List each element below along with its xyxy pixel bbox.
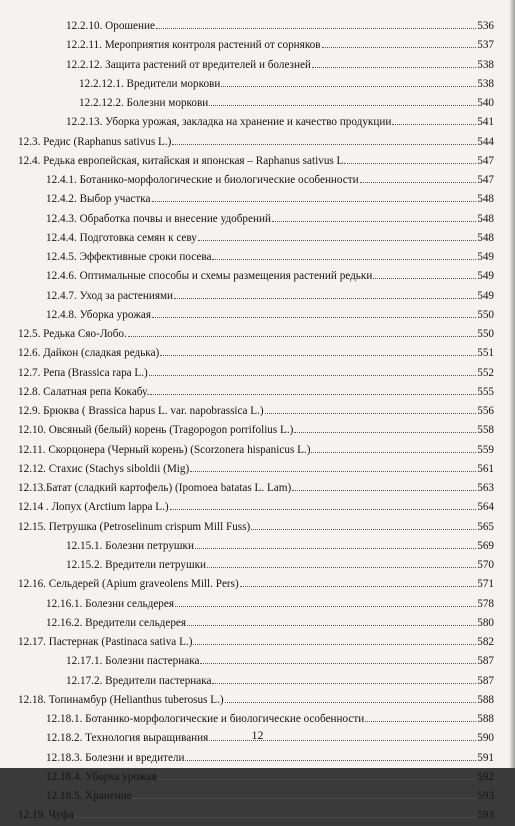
toc-entry xyxy=(18,171,494,190)
page-edge-shadow xyxy=(509,0,515,768)
toc-entry-page: 578 xyxy=(477,597,494,610)
toc-entry-title: 12.15.1. Болезни петрушки xyxy=(66,539,194,552)
toc-entry xyxy=(18,421,494,440)
dot-leader xyxy=(190,471,476,472)
toc-entry xyxy=(18,248,494,267)
toc-entry xyxy=(18,364,494,383)
toc-entry-title: 12.10. Овсяный (белый) корень (Tragopogon porrifolius L.) xyxy=(18,424,294,437)
toc-entry-page: 569 xyxy=(477,539,494,552)
toc-entry-page: 580 xyxy=(477,616,494,629)
dot-leader xyxy=(200,663,476,664)
toc-entry xyxy=(18,229,494,248)
toc-entry-title: 12.18.5. Хранение xyxy=(46,790,132,802)
toc-entry xyxy=(18,537,494,556)
toc-entry-page: 551 xyxy=(477,347,494,360)
dot-leader xyxy=(225,702,477,703)
toc-entry-title: 12.2.13. Уборка урожая, закладка на хранение и качество продукции xyxy=(66,116,392,129)
dot-leader xyxy=(294,432,476,433)
toc-entry-page: 561 xyxy=(477,462,494,475)
toc-entry-page: 549 xyxy=(477,270,494,283)
dot-leader xyxy=(174,298,476,299)
toc-entry-page: 556 xyxy=(477,405,494,417)
toc-entry-page: 591 xyxy=(477,751,494,764)
toc-entry xyxy=(18,460,494,479)
toc-entry-page: 587 xyxy=(477,674,494,687)
toc-entry-page: 548 xyxy=(477,212,494,225)
toc-entry-title: 12.16.1. Болезни сельдерея xyxy=(46,597,175,610)
dot-leader xyxy=(185,760,476,761)
dot-leader xyxy=(133,798,477,799)
dot-leader xyxy=(150,394,476,395)
toc-entry xyxy=(18,672,494,691)
toc-entry-page: 547 xyxy=(477,154,494,167)
toc-entry-title: 12.4.6. Оптимальные способы и схемы размещения растений редьки xyxy=(46,270,373,283)
dot-leader xyxy=(212,259,476,260)
toc-entry-page: 552 xyxy=(477,366,494,379)
dot-leader xyxy=(212,683,476,684)
toc-entry-title: 12.5. Редька Сяо-Лобо. xyxy=(18,328,127,340)
toc-entry-page: 548 xyxy=(477,231,494,244)
toc-entry-page: 593 xyxy=(477,790,494,802)
toc-entry xyxy=(18,306,494,325)
toc-entry xyxy=(18,113,494,132)
dot-leader xyxy=(158,779,477,780)
toc-entry-title: 12.4. Редька европейская, китайская и японская – Raphanus sativus L. xyxy=(18,154,347,167)
dot-leader xyxy=(160,355,476,356)
toc-entry-title: 12.18.4. Уборка урожая xyxy=(46,770,157,783)
toc-entry-title: 12.4.2. Выбор участка xyxy=(46,193,151,206)
toc-entry-title: 12.19. Чуфа xyxy=(18,809,74,822)
toc-entry-page: 565 xyxy=(477,520,494,533)
dot-leader xyxy=(198,240,476,241)
toc-entry-title: 12.4.8. Уборка урожая xyxy=(46,308,152,321)
toc-entry-page: 558 xyxy=(477,424,494,437)
toc-entry-title: 12.4.1. Ботанико-морфологические и биологические особенности xyxy=(46,174,359,186)
toc-entry-page: 593 xyxy=(477,809,494,822)
toc-entry-page: 571 xyxy=(477,578,494,591)
toc-entry-title: 12.3. Редис (Raphanus sativus L.) xyxy=(18,135,172,148)
toc-entry xyxy=(18,133,494,152)
toc-entry-title: 12.15.2. Вредители петрушки xyxy=(66,559,206,571)
table-of-contents xyxy=(18,17,494,826)
dot-leader xyxy=(152,317,476,318)
dot-leader xyxy=(360,182,477,183)
toc-entry-title: 12.17.1. Болезни пастернака xyxy=(66,655,200,668)
toc-entry-page: 537 xyxy=(477,39,494,52)
dot-leader xyxy=(322,47,477,48)
toc-entry-title: 12.17. Пастернак (Pastinaca sativa L.) xyxy=(18,636,193,648)
dot-leader xyxy=(365,721,476,722)
toc-entry-title: 12.18.2. Технология выращивания xyxy=(46,732,209,745)
dot-leader xyxy=(209,105,476,106)
toc-entry-page: 587 xyxy=(477,655,494,668)
toc-entry-page: 549 xyxy=(477,251,494,263)
toc-entry-title: 12.2.12.1. Вредители моркови xyxy=(79,77,221,90)
toc-entry xyxy=(18,652,494,671)
dot-leader xyxy=(193,644,476,645)
toc-entry xyxy=(18,787,494,806)
toc-entry xyxy=(18,691,494,710)
toc-entry-title: 12.4.5. Эффективные сроки посева xyxy=(46,251,212,263)
toc-entry-page: 592 xyxy=(477,770,494,783)
toc-entry-page: 541 xyxy=(477,116,494,129)
toc-entry-page: 588 xyxy=(477,713,494,725)
toc-entry-title: 12.18.1. Ботанико-морфологические и биологические особенности xyxy=(46,713,365,725)
dot-leader xyxy=(373,278,476,279)
toc-entry-title: 12.2.11. Мероприятия контроля растений от сорняков xyxy=(66,39,321,52)
toc-entry xyxy=(18,749,494,768)
toc-entry-title: 12.2.12. Защита растений от вредителей и болезней xyxy=(66,58,311,71)
toc-entry-page: 559 xyxy=(477,443,494,456)
dot-leader xyxy=(170,509,477,510)
toc-entry xyxy=(18,710,494,729)
dot-leader xyxy=(311,452,476,453)
toc-entry xyxy=(18,267,494,286)
toc-entry-title: 12.4.7. Уход за растениями xyxy=(46,289,174,302)
dot-leader xyxy=(221,86,476,87)
toc-entry-title: 12.17.2. Вредители пастернака xyxy=(66,674,212,687)
toc-entry-page: 582 xyxy=(477,636,494,648)
toc-entry-page: 588 xyxy=(477,693,494,706)
toc-entry xyxy=(18,94,494,113)
dot-leader xyxy=(207,567,476,568)
dot-leader xyxy=(172,144,476,145)
toc-entry-title: 12.9. Брюква ( Brassica hapus L. var. napobrassica L.) xyxy=(18,405,264,417)
toc-entry-title: 12.16. Сельдерей (Apium graveolens Mill. Pers) xyxy=(18,578,239,591)
toc-entry xyxy=(18,325,494,344)
toc-entry-page: 555 xyxy=(477,385,494,398)
toc-entry xyxy=(18,152,494,171)
dot-leader xyxy=(149,375,476,376)
toc-entry-page: 540 xyxy=(477,97,494,109)
toc-entry-page: 538 xyxy=(477,77,494,90)
toc-entry xyxy=(18,595,494,614)
toc-entry-title: 12.4.3. Обработка почвы и внесение удобрений xyxy=(46,212,271,225)
dot-leader xyxy=(75,817,477,818)
toc-entry xyxy=(18,17,494,36)
toc-entry-title: 12.2.10. Орошение xyxy=(66,20,155,32)
toc-entry xyxy=(18,383,494,402)
toc-entry xyxy=(18,575,494,594)
toc-entry xyxy=(18,633,494,652)
toc-entry-page: 550 xyxy=(477,308,494,321)
dot-leader xyxy=(347,163,476,164)
toc-entry-title: 12.18. Топинамбур (Helianthus tuberosus L.) xyxy=(18,693,224,706)
toc-entry-title: 12.2.12.2. Болезни моркови xyxy=(79,97,209,109)
toc-entry xyxy=(18,556,494,575)
toc-entry-page: 590 xyxy=(477,732,494,745)
dot-leader xyxy=(152,201,477,202)
dot-leader xyxy=(292,490,476,491)
page-number: 12 xyxy=(251,728,264,742)
toc-entry xyxy=(18,498,494,517)
dot-leader xyxy=(187,625,476,626)
toc-entry xyxy=(18,210,494,229)
toc-entry xyxy=(18,287,494,306)
toc-entry-title: 12.11. Скорцонера (Черный корень) (Scorzonera hispanicus L.) xyxy=(18,443,311,456)
dot-leader xyxy=(175,606,476,607)
toc-entry-title: 12.18.3. Болезни и вредители xyxy=(46,751,185,764)
toc-entry-page: 544 xyxy=(477,135,494,148)
toc-entry-title: 12.14 . Лопух (Arctium lappa L.) xyxy=(18,501,169,514)
dot-leader xyxy=(128,336,476,337)
toc-entry-page: 548 xyxy=(477,193,494,206)
toc-entry xyxy=(18,36,494,55)
toc-entry xyxy=(18,614,494,633)
toc-entry-page: 550 xyxy=(477,328,494,340)
toc-entry-page: 564 xyxy=(477,501,494,514)
toc-entry-page: 547 xyxy=(477,174,494,186)
toc-entry xyxy=(18,344,494,363)
toc-entry-page: 538 xyxy=(477,58,494,71)
toc-entry xyxy=(18,479,494,498)
toc-entry-title: 12.13.Батат (сладкий картофель) (Ipomoea batatas L. Lam) xyxy=(18,482,292,494)
toc-entry-page: 549 xyxy=(477,289,494,302)
toc-entry-title: 12.6. Дайкон (сладкая редька) xyxy=(18,347,160,360)
dot-leader xyxy=(251,529,476,530)
dot-leader xyxy=(312,67,476,68)
toc-entry-title: 12.7. Репа (Brassica rapa L.) xyxy=(18,366,148,379)
dot-leader xyxy=(265,413,477,414)
toc-entry-title: 12.12. Стахис (Stachys siboldii (Mig) xyxy=(18,462,190,475)
toc-entry xyxy=(18,190,494,209)
dot-leader xyxy=(240,586,476,587)
toc-entry-page: 536 xyxy=(477,20,494,32)
toc-entry-title: 12.15. Петрушка (Petroselinum crispum Mill Fuss) xyxy=(18,520,251,533)
dot-leader xyxy=(156,28,476,29)
toc-entry xyxy=(18,806,494,825)
toc-entry-title: 12.8. Салатная репа Кокабу. xyxy=(18,385,150,398)
toc-entry xyxy=(18,441,494,460)
toc-entry-page: 570 xyxy=(477,559,494,571)
toc-entry xyxy=(18,402,494,421)
toc-entry xyxy=(18,518,494,537)
toc-entry-title: 12.4.4. Подготовка семян к севу xyxy=(46,231,197,244)
toc-entry-page: 563 xyxy=(477,482,494,494)
dot-leader xyxy=(392,124,476,125)
toc-entry xyxy=(18,768,494,787)
dot-leader xyxy=(195,548,476,549)
dot-leader xyxy=(272,221,476,222)
toc-entry xyxy=(18,75,494,94)
toc-entry xyxy=(18,56,494,75)
toc-entry-title: 12.16.2. Вредители сельдерея xyxy=(46,616,187,629)
